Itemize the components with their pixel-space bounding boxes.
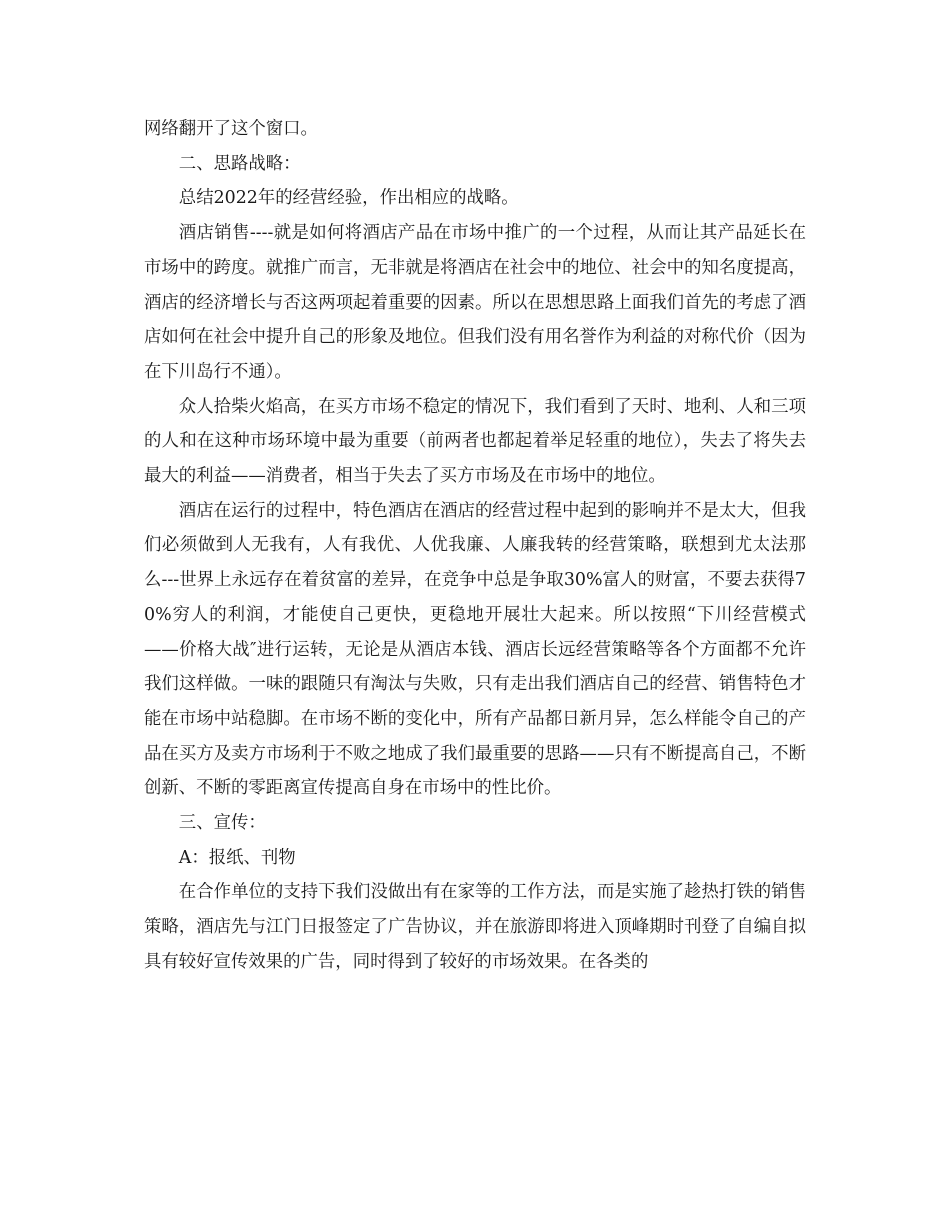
section-heading-promotion: 三、宣传： (178, 813, 266, 834)
paragraph-advertising: 在合作单位的支持下我们没做出有在家等的工作方法，而是实施了趁热打铁的销售策略，酒店先与江门日报签定了广告协议，并在旅游即将进入顶峰期时刊登了自编自拟具有较好宣传效果的广告，同时得到了较好的市场效果。在各类的 (144, 882, 806, 972)
section-heading-strategy: 二、思路战略： (178, 153, 301, 174)
document-body (144, 112, 806, 980)
paragraph-window-continuation: 网络翻开了这个窗口。 (144, 119, 318, 139)
paragraph-operations: 酒店在运行的过程中，特色酒店在酒店的经营过程中起到的影响并不是太大，但我们必须做到人无我有，人有我优、人优我廉、人廉我转的经营策略，联想到尤太法那么---世界上永远存在着贫富的差异，在竞争中总是争取30%富人的财富，不要去获得70%穷人的利润，才能使自己更快，更稳地开展壮大起来。所以按照“下川经营模式——价格大战″进行运转，无论是从酒店本钱、酒店长远经营策略等各个方面都不允许我们这样做。一味的跟随只有淘汰与失败，只有走出我们酒店自己的经营、销售特色才能在市场中站稳脚。在市场不断的变化中，所有产品都日新月异，怎么样能令自己的产品在买方及卖方市场利于不败之地成了我们最重要的思路——只有不断提高自己，不断创新、不断的零距离宣传提高自身在市场中的性比价。 (144, 500, 806, 799)
paragraph-hotel-sales: 酒店销售----就是如何将酒店产品在市场中推广的一个过程，从而让其产品延长在市场中的跨度。就推广而言，无非就是将酒店在社会中的地位、社会中的知名度提高，酒店的经济增长与否这两项起着重要的因素。所以在思想思路上面我们首先的考虑了酒店如何在社会中提升自己的形象及地位。但我们没有用名誉作为利益的对称代价（因为在下川岛行不通）。 (144, 223, 806, 382)
subsection-heading-newspapers: A：报纸、刊物 (178, 847, 296, 868)
paragraph-summary: 总结2022年的经营经验，作出相应的战略。 (178, 188, 519, 209)
paragraph-teamwork: 众人拾柴火焰高，在买方市场不稳定的情况下，我们看到了天时、地利、人和三项的人和在这种市场环境中最为重要（前两者也都起着举足轻重的地位），失去了将失去最大的利益——消费者，相当于失去了买方市场及在市场中的地位。 (144, 396, 806, 487)
